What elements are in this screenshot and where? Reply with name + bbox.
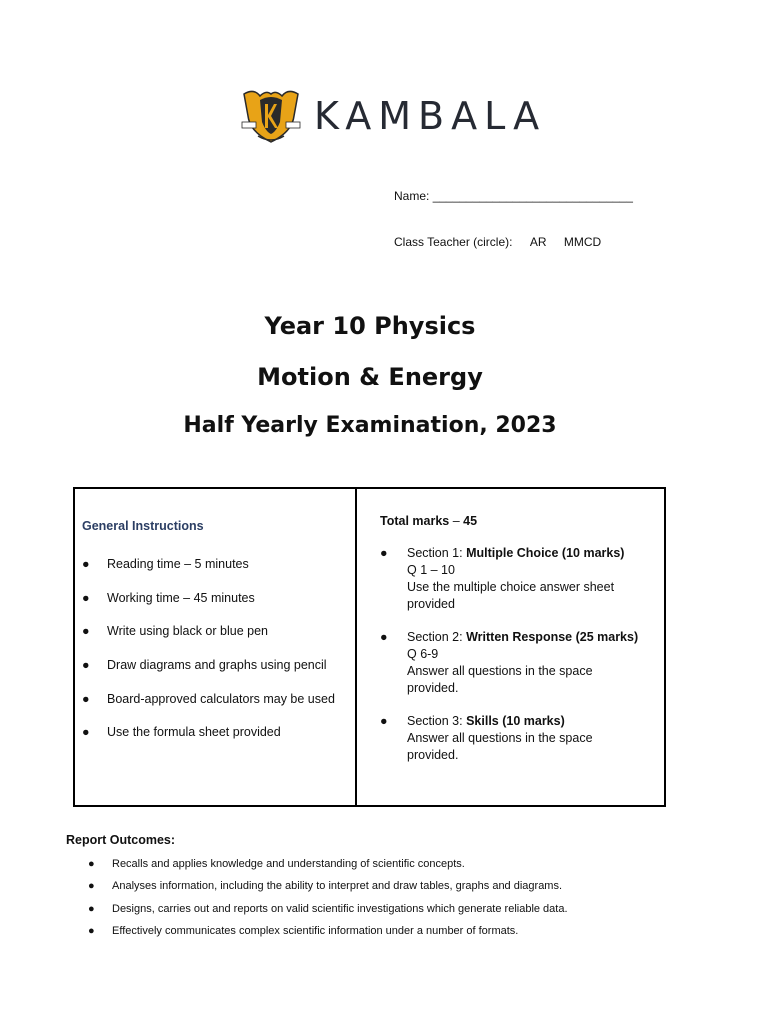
list-item: ● Board-approved calculators may be used	[82, 691, 335, 706]
name-field	[394, 189, 633, 203]
list-item: ● Use the formula sheet provided	[82, 725, 281, 740]
teacher-option-ar: AR	[529, 235, 547, 249]
list-item: ● Draw diagrams and graphs using pencil	[82, 658, 327, 673]
list-item: ● Analyses information, including the ability to interpret and draw tables, graphs and diagrams.	[88, 880, 563, 893]
general-instructions-heading: General Instructions	[82, 519, 204, 533]
exam-name-title: Half Yearly Examination, 2023	[183, 413, 557, 438]
report-outcomes-heading: Report Outcomes:	[66, 833, 176, 847]
kambala-crest-icon	[240, 86, 302, 146]
class-teacher-field	[394, 235, 601, 249]
sections-list	[380, 545, 664, 764]
name-blank: ______________________________	[432, 189, 633, 203]
exam-topic-title: Motion & Energy	[257, 363, 483, 391]
brand-name: KAMBALA	[314, 94, 547, 138]
report-outcomes-list	[88, 858, 568, 947]
section-item: ● Section 2: Written Response (25 marks) Q 6-9 Answer all questions in the space provided.	[380, 630, 639, 695]
marks-panel	[357, 489, 664, 805]
teacher-option-mmcd: MMCD	[563, 235, 602, 249]
list-item: ● Write using black or blue pen	[82, 624, 268, 639]
general-instructions-list	[82, 557, 355, 759]
section-item: ● Section 3: Skills (10 marks) Answer all questions in the space provided.	[380, 714, 593, 762]
general-instructions-panel	[75, 489, 357, 805]
total-marks: Total marks – 45	[380, 514, 478, 528]
class-teacher-label: Class Teacher (circle):	[394, 235, 513, 249]
list-item: ● Effectively communicates complex scientific information under a number of formats.	[88, 924, 519, 937]
instructions-box	[73, 487, 666, 807]
list-item: ● Working time – 45 minutes	[82, 590, 255, 605]
school-logo	[240, 86, 546, 146]
section-item: ● Section 1: Multiple Choice (10 marks) Q 1 – 10 Use the multiple choice answer sheet provided	[380, 546, 625, 611]
name-label: Name:	[394, 189, 430, 203]
list-item: ● Designs, carries out and reports on valid scientific investigations which generate reliable data.	[88, 902, 568, 915]
list-item: ● Recalls and applies knowledge and understanding of scientific concepts.	[88, 858, 465, 870]
exam-subject-title: Year 10 Physics	[264, 312, 476, 340]
list-item: ● Reading time – 5 minutes	[82, 557, 249, 571]
